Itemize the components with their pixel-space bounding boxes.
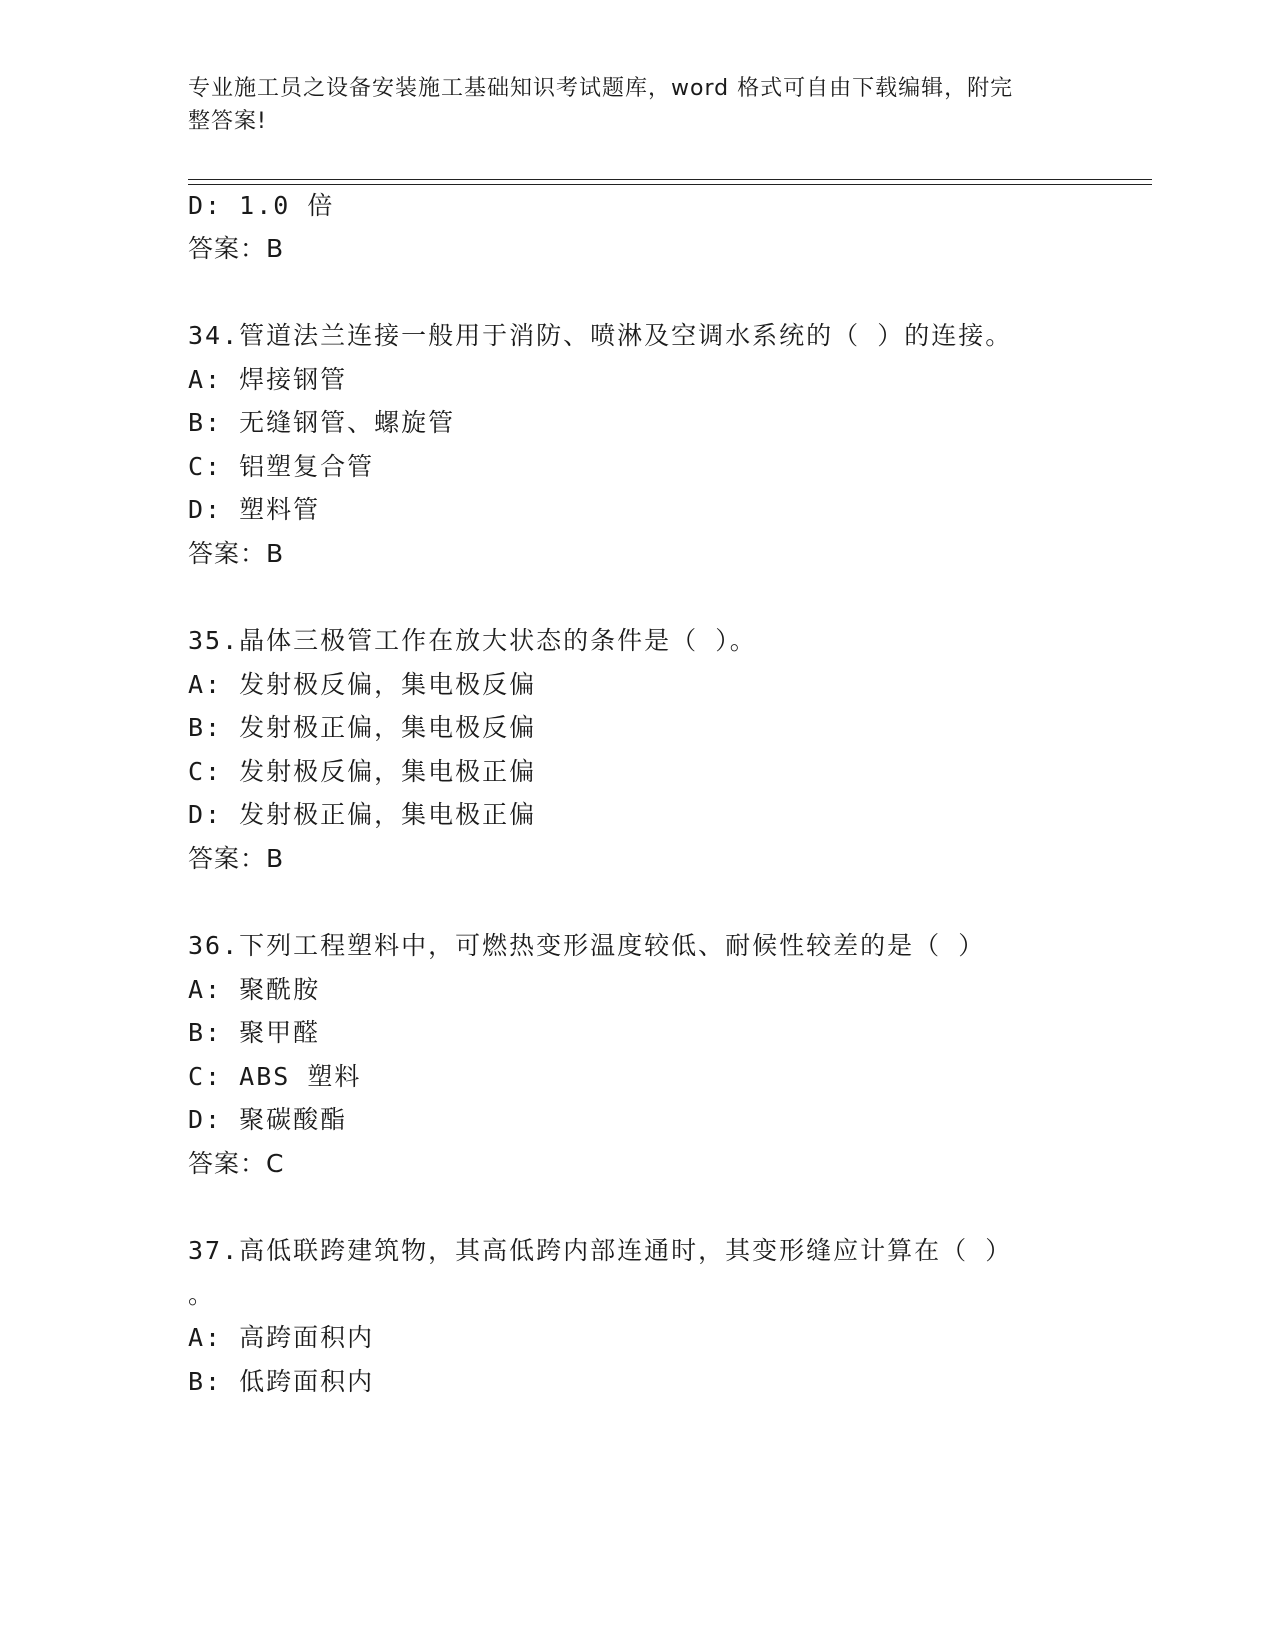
question-34-option-c: C: 铝塑复合管 [188, 452, 375, 481]
question-35-option-b: B: 发射极正偏，集电极反偏 [188, 713, 537, 742]
question-36-stem: 36.下列工程塑料中，可燃热变形温度较低、耐候性较差的是（ ） [188, 931, 986, 960]
question-36-answer: 答案：C [188, 1149, 285, 1178]
question-35-stem: 35.晶体三极管工作在放大状态的条件是（ ）。 [188, 626, 757, 655]
prev-option-d: D: 1.0 倍 [188, 191, 335, 220]
question-34-option-d: D: 塑料管 [188, 495, 321, 524]
question-35-option-c: C: 发射极反偏，集电极正偏 [188, 757, 537, 786]
header-divider-bottom [188, 184, 1152, 185]
question-37-option-b: B: 低跨面积内 [188, 1367, 375, 1396]
header-line-2: 整答案! [188, 109, 267, 134]
question-37-option-a: A: 高跨面积内 [188, 1323, 375, 1352]
question-34-option-a: A: 焊接钢管 [188, 365, 348, 394]
question-36-option-c: C: ABS 塑料 [188, 1062, 362, 1091]
question-34-answer: 答案：B [188, 539, 285, 568]
question-34-stem: 34.管道法兰连接一般用于消防、喷淋及空调水系统的（ ）的连接。 [188, 321, 1013, 350]
prev-answer: 答案：B [188, 234, 285, 263]
header-line-1: 专业施工员之设备安装施工基础知识考试题库，word 格式可自由下载编辑，附完 [188, 76, 1014, 101]
question-35-answer: 答案：B [188, 844, 285, 873]
document-header [188, 72, 1068, 138]
question-37-stem: 37.高低联跨建筑物，其高低跨内部连通时，其变形缝应计算在（ ） [188, 1236, 1013, 1265]
question-34-option-b: B: 无缝钢管、螺旋管 [188, 408, 456, 437]
question-36-option-b: B: 聚甲醛 [188, 1018, 321, 1047]
question-35-option-d: D: 发射极正偏，集电极正偏 [188, 800, 537, 829]
question-36-option-a: A: 聚酰胺 [188, 975, 321, 1004]
question-36-option-d: D: 聚碳酸酯 [188, 1105, 348, 1134]
header-divider-top [188, 179, 1152, 180]
question-37-stem-continuation: 。 [188, 1280, 216, 1309]
question-35-option-a: A: 发射极反偏，集电极反偏 [188, 670, 537, 699]
